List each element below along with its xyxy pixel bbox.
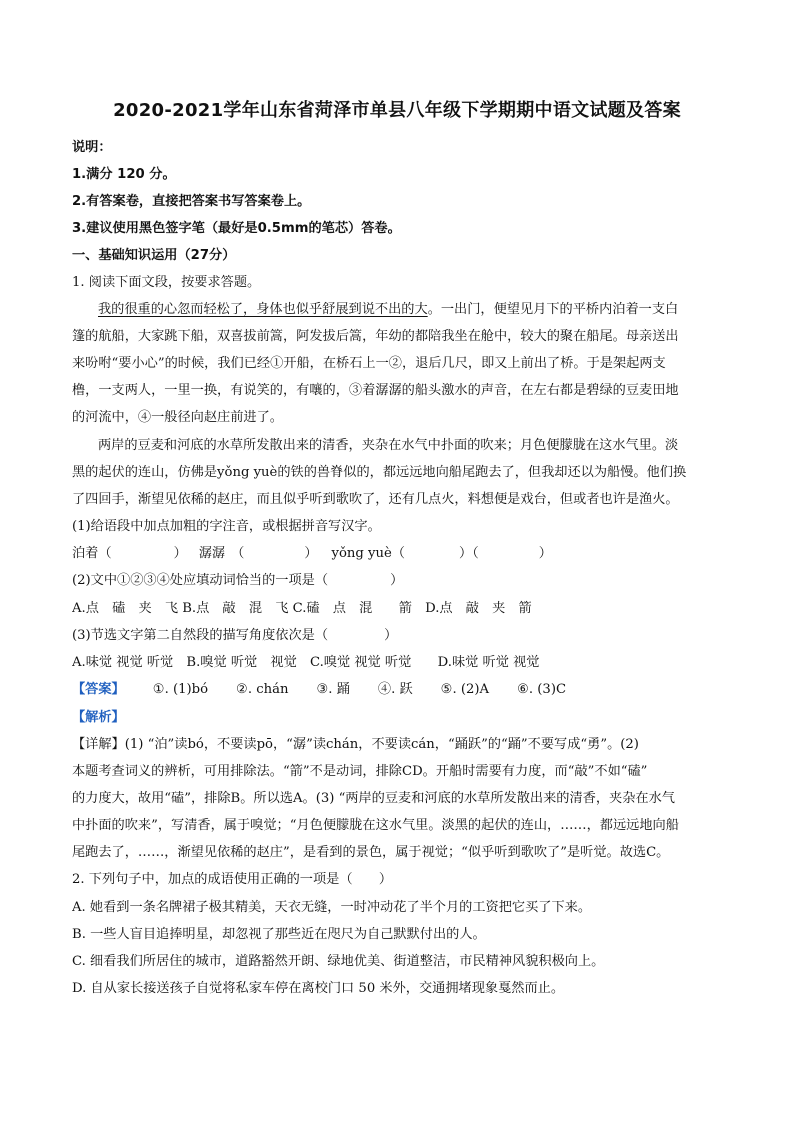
question-2-stem: 2. 下列句子中，加点的成语使用正确的一项是（ ） — [72, 872, 393, 887]
underlined-sentence: 我的很重的心忽而轻松了，身体也似乎舒展到说不出的大 — [98, 302, 428, 317]
sub-question-1-blanks — [72, 545, 724, 563]
blank-close: ） — [384, 628, 398, 643]
blank-close: ） — [304, 546, 318, 561]
detail-line: 的力度大，故用“磕”，排除B。所以选A。(3) “两岸的豆麦和河底的水草所发散出来的清香，夹杂在水气 — [72, 791, 675, 806]
detail-line: 尾跑去了，……，渐望见依稀的赵庄”，是看到的景色，属于视觉；“似乎听到歌吹了”是听觉。故选C。 — [72, 845, 670, 860]
passage-text: 。一出门，便望见月下的平桥内泊着一支白 — [427, 302, 679, 317]
blank-close: ） — [390, 573, 404, 588]
answer-item: ①. (1)bó — [152, 682, 209, 697]
question-2-option: C. 细看我们所居住的城市，道路豁然开朗、绿地优美、街道整洁，市民精神风貌积极向上。 — [72, 954, 605, 969]
answer-item: ⑤. (2)A — [440, 682, 490, 697]
blank-close: ） — [538, 546, 552, 561]
detail-line: 【详解】(1) “泊”读bó，不要读pō，“潺”读chán，不要读cán，“踊跃”的“踊”不要写成“勇”。(2) — [72, 737, 639, 752]
answer-item: ⑥. (3)C — [517, 682, 567, 697]
sub-question-1: (1)给语段中加点加粗的字注音，或根据拼音写汉字。 — [72, 519, 381, 534]
question-2-option: A. 她看到一条名牌裙子极其精美，天衣无缝，一时冲动花了半个月的工资把它买了下来。 — [72, 900, 592, 915]
detail-line: 本题考查词义的辨析，可用排除法。“箭”不是动词，排除CD。开船时需要有力度，而“敲”不如“磕” — [72, 764, 648, 779]
sub-question-2-options: A.点 磕 夹 飞 B.点 敲 混 飞 C.磕 点 混 箭 D.点 敲 夹 箭 — [72, 601, 532, 616]
question-1-stem: 1. 阅读下面文段，按要求答题。 — [72, 275, 261, 290]
blank-close: ） — [173, 546, 187, 561]
passage-line: 篷的航船，大家跳下船，双喜拔前篙，阿发拔后篙，年幼的都陪我坐在舱中，较大的聚在船尾。母亲送出 — [72, 329, 679, 344]
passage-line: 橹，一支两人，一里一换，有说笑的，有嚷的，③着潺潺的船头激水的声音，在左右都是碧绿的豆麦田地 — [72, 383, 679, 398]
instruction-item: 2.有答案卷，直接把答案书写答案卷上。 — [72, 194, 311, 209]
question-2-option: B. 一些人盲目追捧明星，却忽视了那些近在咫尺为自己默默付出的人。 — [72, 927, 486, 942]
passage-line: 了四回手，渐望见依稀的赵庄，而且似乎听到歌吹了，还有几点火，料想便是戏台，但或者也许是渔火。 — [72, 492, 679, 507]
answer-item: ④. 跃 — [377, 682, 413, 697]
sub-question-3-options: A.味觉 视觉 听觉 B.嗅觉 听觉 视觉 C.嗅觉 视觉 听觉 D.味觉 听觉 视觉 — [72, 655, 540, 670]
passage-line — [98, 301, 724, 319]
answer-item: ③. 踊 — [316, 682, 350, 697]
page-title: 2020-2021学年山东省菏泽市单县八年级下学期期中语文试题及答案 — [113, 100, 681, 121]
passage-line: 两岸的豆麦和河底的水草所发散出来的清香，夹杂在水气中扑面的吹来；月色便朦胧在这水气里。淡 — [98, 438, 679, 453]
passage-line: 来吩咐“要小心”的时候，我们已经①开船，在桥石上一②，退后几尺，即又上前出了桥。于是架起两支 — [72, 356, 666, 371]
section-heading: 一、基础知识运用（27分） — [72, 248, 236, 263]
passage-line: 的河流中，④一般径向赵庄前进了。 — [72, 410, 283, 425]
answer-label: 【答案】 — [72, 682, 125, 697]
instruction-item: 1.满分 120 分。 — [72, 167, 176, 182]
passage-line: 黑的起伏的连山，仿佛是yǒng yuè的铁的兽脊似的，都远远地向船尾跑去了，但我却还以为船慢。他们换 — [72, 465, 687, 480]
blank-label: 潺潺 — [198, 546, 226, 561]
sub-question-3 — [72, 627, 724, 645]
instructions-heading: 说明： — [72, 140, 112, 155]
detail-line: 中扑面的吹来”，写清香，属于嗅觉；“月色便朦胧在这水气里。淡黑的起伏的连山，……，都远远地向船 — [72, 818, 679, 833]
blank-label: 泊着（ — [72, 546, 112, 561]
answer-line — [72, 681, 724, 699]
answer-item: ②. chán — [236, 682, 289, 697]
analysis-label: 【解析】 — [72, 710, 125, 725]
sub-question-2 — [72, 572, 724, 590]
sub-question-text: (2)文中①②③④处应填动词恰当的一项是（ — [72, 573, 329, 588]
question-2-option: D. 自从家长接送孩子自觉将私家车停在离校门口 50 米外，交通拥堵现象戛然而止。 — [72, 981, 565, 996]
instruction-item: 3.建议使用黑色签字笔（最好是0.5mm的笔芯）答卷。 — [72, 221, 401, 236]
blank-label: yǒng yuè（ — [331, 546, 405, 561]
sub-question-text: (3)节选文字第二自然段的描写角度依次是（ — [72, 628, 329, 643]
blank-separator: ）（ — [458, 546, 479, 561]
blank-open: （ — [231, 546, 245, 561]
